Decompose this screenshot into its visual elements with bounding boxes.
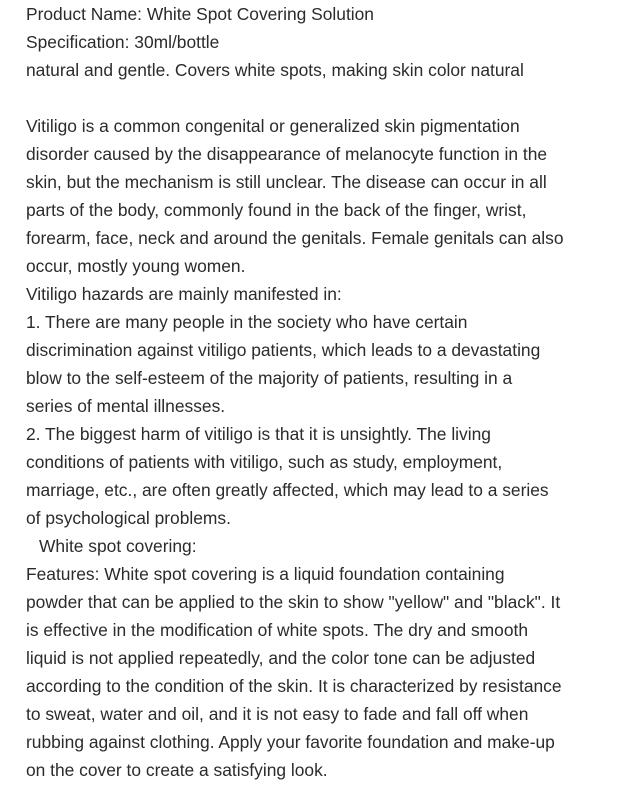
blank-line bbox=[26, 84, 643, 112]
features-line: to sweat, water and oil, and it is not easy to fade and fall off when bbox=[26, 704, 529, 724]
paragraph-line: disorder caused by the disappearance of melanocyte function in the bbox=[26, 144, 548, 164]
hazard-item-line: 2. The biggest harm of vitiligo is that it is unsightly. The living bbox=[26, 424, 491, 444]
hazard-item-line: 1. There are many people in the society who have certain bbox=[26, 312, 468, 332]
hazard-item-line: of psychological problems. bbox=[26, 508, 231, 528]
paragraph-line: occur, mostly young women. bbox=[26, 256, 246, 276]
document-body bbox=[26, 0, 643, 784]
tagline-line: natural and gentle. Covers white spots, making skin color natural bbox=[26, 60, 524, 80]
features-line: powder that can be applied to the skin to show "yellow" and "black". It bbox=[26, 592, 561, 612]
covering-heading: White spot covering: bbox=[39, 536, 197, 556]
features-line: rubbing against clothing. Apply your favorite foundation and make-up bbox=[26, 732, 555, 752]
hazard-item-line: marriage, etc., are often greatly affected, which may lead to a series bbox=[26, 480, 549, 500]
hazard-item-line: conditions of patients with vitiligo, such as study, employment, bbox=[26, 452, 503, 472]
hazard-item-line: series of mental illnesses. bbox=[26, 396, 226, 416]
features-line: on the cover to create a satisfying look. bbox=[26, 760, 328, 780]
paragraph-line: skin, but the mechanism is still unclear. The disease can occur in all bbox=[26, 172, 547, 192]
paragraph-line: parts of the body, commonly found in the back of the finger, wrist, bbox=[26, 200, 527, 220]
hazard-item-line: discrimination against vitiligo patients, which leads to a devastating bbox=[26, 340, 541, 360]
specification-line: Specification: 30ml/bottle bbox=[26, 32, 220, 52]
features-line: according to the condition of the skin. It is characterized by resistance bbox=[26, 676, 562, 696]
hazard-item-line: blow to the self-esteem of the majority of patients, resulting in a bbox=[26, 368, 513, 388]
features-line: Features: White spot covering is a liquid foundation containing bbox=[26, 564, 505, 584]
paragraph-line: forearm, face, neck and around the genitals. Female genitals can also bbox=[26, 228, 564, 248]
paragraph-line: Vitiligo is a common congenital or generalized skin pigmentation bbox=[26, 116, 520, 136]
features-line: is effective in the modification of white spots. The dry and smooth bbox=[26, 620, 529, 640]
product-name-line: Product Name: White Spot Covering Solution bbox=[26, 4, 374, 24]
hazards-heading: Vitiligo hazards are mainly manifested in: bbox=[26, 284, 342, 304]
features-line: liquid is not applied repeatedly, and the color tone can be adjusted bbox=[26, 648, 536, 668]
